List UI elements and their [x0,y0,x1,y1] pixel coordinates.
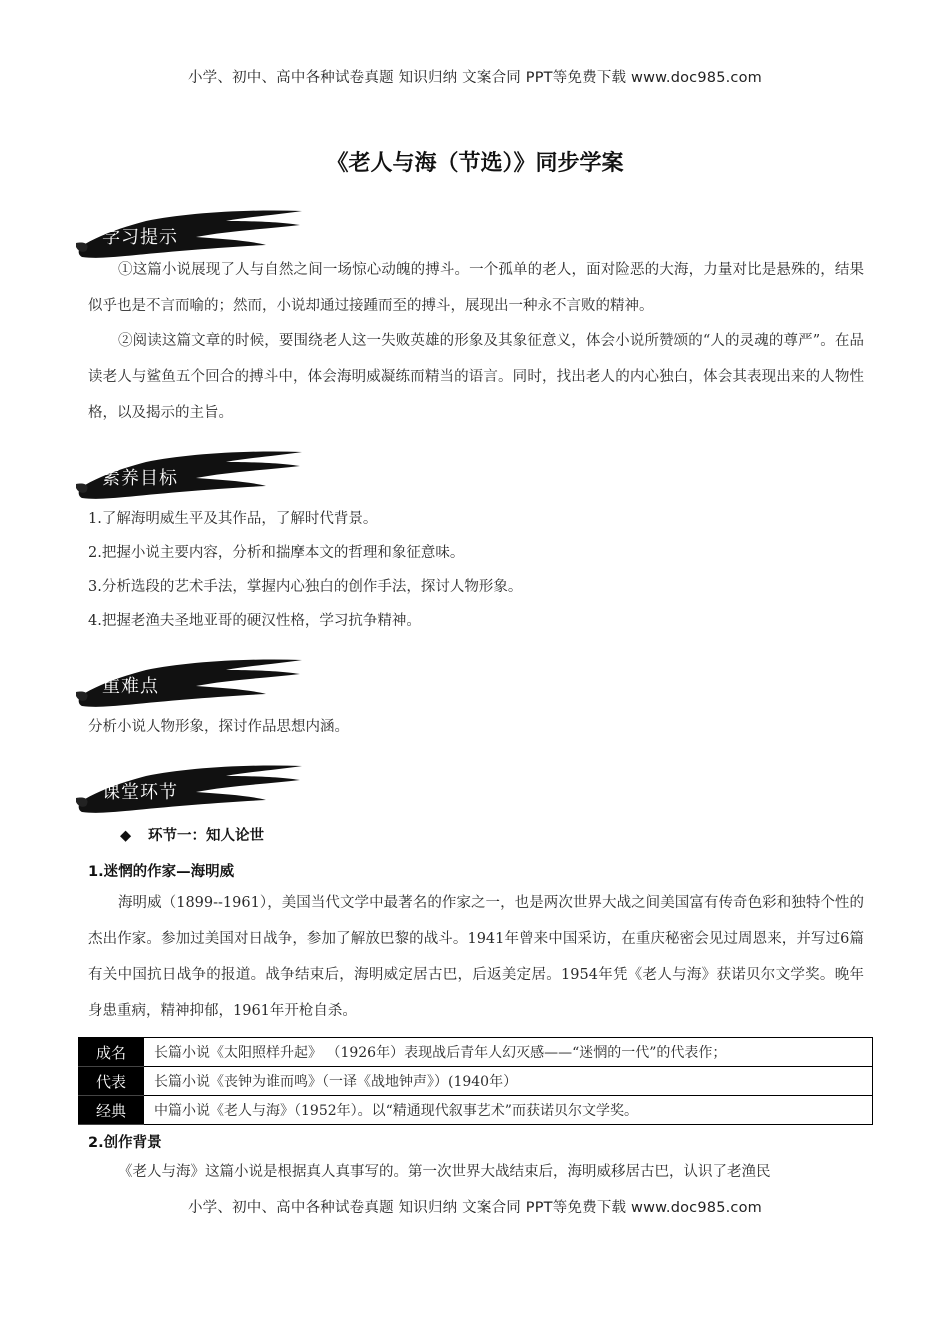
background-paragraph: 《老人与海》这篇小说是根据真人真事写的。第一次世界大战结束后，海明威移居古巴，认识了老渔民 [118,1164,771,1180]
table-row [79,1067,873,1096]
table-row [79,1096,873,1125]
goal-item: 4.把握老渔夫圣地亚哥的硬汉性格，学习抗争精神。 [88,613,421,629]
page-footer: 小学、初中、高中各种试卷真题 知识归纳 文案合同 PPT等免费下载 www.doc985.com [187,1200,763,1216]
works-text: 长篇小说《丧钟为谁而鸣》（一译《战地钟声》）(1940年） [144,1067,873,1096]
subheading-author: 1.迷惘的作家—海明威 [88,864,235,880]
section-banner-key [76,656,306,712]
section-title-class: 课堂环节 [102,782,178,803]
tips-paragraph-1: ①这篇小说展现了人与自然之间一场惊心动魄的搏斗。一个孤单的老人，面对险恶的大海，力量对比是悬殊的，结果似乎也是不言而喻的；然而，小说却通过接踵而至的搏斗，展现出一种永不言败的精神。 [88,262,864,314]
author-bio-paragraph: 海明威（1899--1961），美国当代文学中最著名的作家之一，也是两次世界大战之间美国富有传奇色彩和独特个性的杰出作家。参加过美国对日战争，参加了解放巴黎的战斗。1941年曾来中国采访，在重庆秘密会见过周恩来，并写过6篇有关中国抗日战争的报道。战争结束后，海明威定居古巴，后返美定居。1954年凭《老人与海》获诺贝尔文学奖。晚年身患重病，精神抑郁，1961年开枪自杀。 [88,895,864,1019]
diamond-bullet-icon: ◆ [120,828,132,844]
works-label: 经典 [79,1096,144,1125]
page-title: 《老人与海（节选）》同步学案 [326,151,624,176]
works-label: 成名 [79,1038,144,1067]
works-text: 长篇小说《太阳照样升起》 （1926年）表现战后青年人幻灭感——“迷惘的一代”的代表作； [144,1038,873,1067]
page-header: 小学、初中、高中各种试卷真题 知识归纳 文案合同 PPT等免费下载 www.doc985.com [187,70,763,86]
section-title-goals: 素养目标 [102,468,178,489]
table-row [79,1038,873,1067]
section-banner-goals [76,448,306,504]
key-point-text: 分析小说人物形象，探讨作品思想内涵。 [88,719,349,735]
goal-item: 3.分析选段的艺术手法，掌握内心独白的创作手法，探讨人物形象。 [88,579,523,595]
goal-item: 2.把握小说主要内容，分析和揣摩本文的哲理和象征意味。 [88,545,465,561]
works-text: 中篇小说《老人与海》（1952年）。以“精通现代叙事艺术”而获诺贝尔文学奖。 [144,1096,873,1125]
works-table [78,1037,873,1125]
subheading-background: 2.创作背景 [88,1135,162,1151]
section-title-tips: 学习提示 [102,227,178,248]
tips-paragraph-2: ②阅读这篇文章的时候，要围绕老人这一失败英雄的形象及其象征意义，体会小说所赞颂的“人的灵魂的尊严”。在品读老人与鲨鱼五个回合的搏斗中，体会海明威凝练而精当的语言。同时，找出老人的内心独白，体会其表现出来的人物性格，以及揭示的主旨。 [88,333,864,421]
step-heading-text: 环节一：知人论世 [148,828,264,844]
works-label: 代表 [79,1067,144,1096]
goal-item: 1.了解海明威生平及其作品，了解时代背景。 [88,511,378,527]
section-title-key: 重难点 [102,676,159,697]
step-heading [120,824,264,845]
section-banner-class [76,762,306,818]
